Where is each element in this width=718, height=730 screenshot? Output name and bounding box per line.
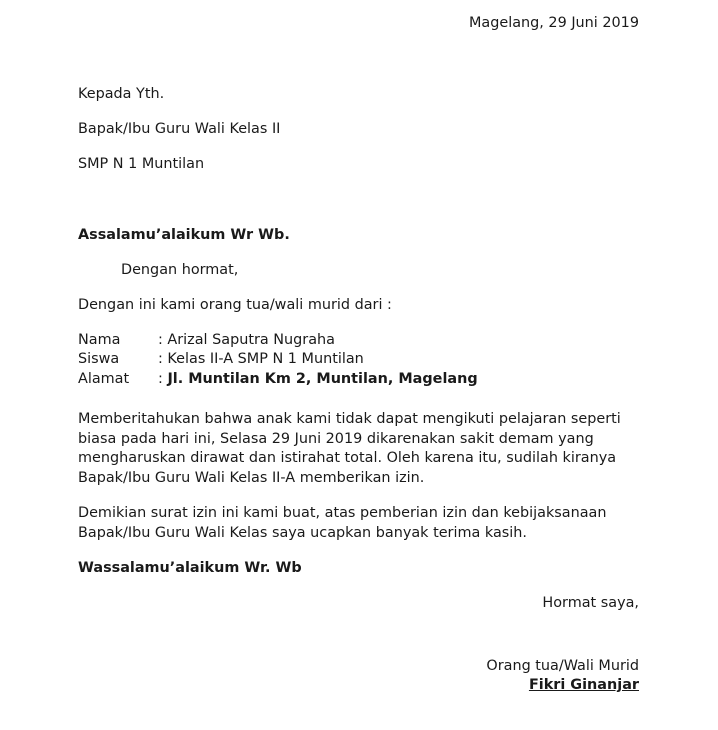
closing-line: Bapak/Ibu Guru Wali Kelas saya ucapkan banyak terima kasih. bbox=[78, 524, 527, 541]
class-label: Siswa bbox=[78, 351, 120, 367]
name-value: : Arizal Saputra Nugraha bbox=[158, 332, 335, 348]
signer-role: Orang tua/Wali Murid bbox=[486, 658, 639, 674]
name-label: Nama bbox=[78, 332, 121, 348]
recipient-line-2: SMP N 1 Muntilan bbox=[78, 156, 205, 172]
respect-greeting: Dengan hormat, bbox=[121, 262, 239, 278]
place-date: Magelang, 29 Juni 2019 bbox=[468, 15, 639, 31]
sign-off: Hormat saya, bbox=[542, 595, 639, 611]
opening-greeting: Assalamu’alaikum Wr Wb. bbox=[78, 227, 290, 243]
address-colon: : bbox=[158, 371, 168, 387]
body-line: Memberitahukan bahwa anak kami tidak dapat mengikuti pelajaran seperti bbox=[78, 411, 621, 427]
closing-paragraph bbox=[78, 504, 648, 543]
address-value: Jl. Muntilan Km 2, Muntilan, Magelang bbox=[167, 371, 478, 387]
address-field bbox=[158, 370, 478, 390]
body-line: mengharuskan dirawat dan istirahat total. Oleh karena itu, sudilah kiranya bbox=[78, 450, 617, 466]
body-paragraph bbox=[78, 410, 648, 488]
body-line: biasa pada hari ini, Selasa 29 Juni 2019 dikarenakan sakit demam yang bbox=[78, 430, 594, 447]
recipient-line-1: Bapak/Ibu Guru Wali Kelas II bbox=[78, 121, 281, 137]
intro-text: Dengan ini kami orang tua/wali murid dari : bbox=[78, 297, 392, 313]
signer-name: Fikri Ginanjar bbox=[528, 677, 639, 693]
address-label: Alamat bbox=[78, 371, 130, 387]
class-value: : Kelas II-A SMP N 1 Muntilan bbox=[158, 351, 364, 367]
body-line: Bapak/Ibu Guru Wali Kelas II-A memberikan izin. bbox=[78, 469, 425, 486]
recipient-salutation: Kepada Yth. bbox=[78, 86, 165, 102]
closing-greeting: Wassalamu’alaikum Wr. Wb bbox=[78, 560, 302, 576]
closing-line: Demikian surat izin ini kami buat, atas pemberian izin dan kebijaksanaan bbox=[78, 505, 607, 521]
